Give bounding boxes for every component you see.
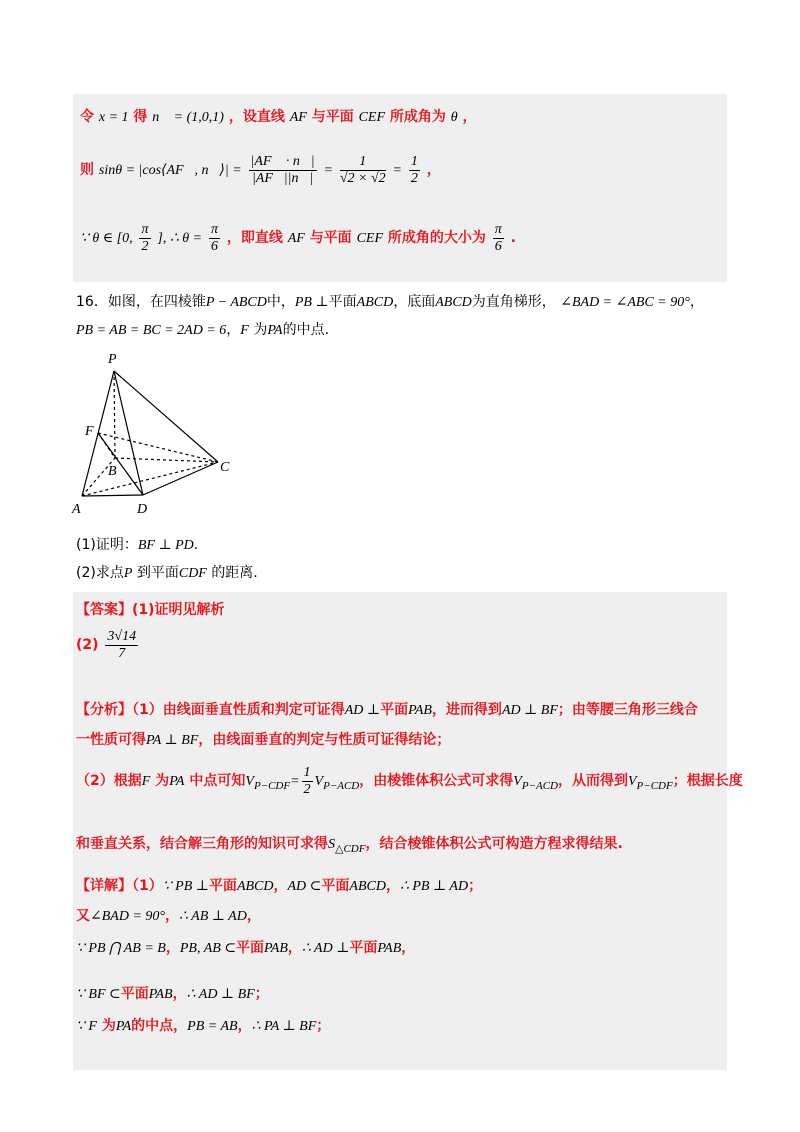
question-1: (1)证明：BF ⊥ PD.	[76, 537, 199, 553]
label-A: A	[72, 502, 81, 517]
label-B: B	[108, 464, 117, 479]
fraction: $\frac{\pi}{2}$	[141, 221, 149, 254]
analysis-line-1: 【分析】（1）由线面垂直性质和判定可证得AD ⊥平面PAB，进而得到AD ⊥ BF；由等腰三角形三线合	[76, 702, 698, 718]
fraction: $\frac{1}{√2 \times √2}$	[339, 153, 386, 186]
question-2: (2)求点P 到平面CDF 的距离.	[76, 565, 258, 581]
analysis-line-4: 和垂直关系，结合解三角形的知识可求得$S_{\triangle CDF}$，结合棱锥体积公式可构造方程求得结果.	[76, 836, 623, 855]
detail-line-2: 又∠BAD = 90°，∴ AB ⊥ AD，	[76, 908, 261, 924]
fraction: $\frac{1}{2}$	[303, 764, 311, 797]
edge-PB	[114, 371, 115, 458]
label-C: C	[220, 460, 230, 475]
edge-AC	[82, 462, 218, 496]
problem-statement-line-2: PB = AB = BC = 2AD = 6，F 为PA的中点.	[76, 322, 330, 338]
label-P: P	[108, 352, 117, 367]
fraction: $\frac{\pi}{6}$	[494, 221, 502, 254]
analysis-line-3: （2）根据F 为PA 中点可知$V_{P-CDF}=$ $\frac{1}{2}$ $V_{P-ACD}$，由棱锥体积公式可求得$V_{P-ACD}$，从而得到$V_{P-CDF}$；根据长度	[76, 764, 743, 797]
answer-fraction: $\frac{3√14}{7}$	[107, 628, 137, 661]
label-D: D	[137, 502, 148, 517]
edge-PD	[114, 371, 143, 495]
analysis-line-2: 一性质可得PA ⊥ BF，由线面垂直的判定与性质可证得结论；	[76, 732, 451, 748]
detail-line-1: 【详解】（1）∵ PB ⊥平面ABCD，AD ⊂平面ABCD，∴ PB ⊥ AD；	[76, 878, 483, 894]
prev-solution-line-3: ∵ θ ∈ [0, $\frac{\pi}{2}$ ], ∴ θ = $\frac{\pi}{6}$ ，即直线 AF 与平面 CEF 所成角的大小为 $\frac{\pi}{6}$ .	[80, 221, 516, 254]
fraction: $\frac{|AF⃗ \cdot n⃗|}{|AF⃗||n⃗|}$	[250, 153, 315, 186]
detail-line-3: ∵ PB ⋂ AB = B，PB, AB ⊂平面PAB，∴ AD ⊥平面PAB，	[76, 940, 416, 956]
detail-line-4: ∵ BF ⊂平面PAB，∴ AD ⊥ BF；	[76, 986, 269, 1002]
edge-PC	[114, 371, 218, 462]
label-F: F	[85, 424, 94, 439]
detail-line-5: ∵ F 为PA的中点，PB = AB，∴ PA ⊥ BF；	[76, 1018, 331, 1034]
pyramid-figure	[70, 345, 250, 520]
prev-solution-line-2: 则 sinθ = |cos⟨AF⃗, n⃗⟩| = $\frac{|AF⃗ \cdot n⃗|}{|AF⃗||n⃗|}$ = $\frac{1}{√2 \times √2}$ = $\frac{1}{2}$ ，	[80, 153, 441, 186]
answer-line-2: (2) $\frac{3√14}{7}$	[76, 628, 137, 661]
problem-statement-line-1: 16．如图，在四棱锥P − ABCD中，PB ⊥平面ABCD，底面ABCD为直角梯形， ∠BAD = ∠ABC = 90°，	[76, 294, 704, 310]
fraction: $\frac{\pi}{6}$	[210, 221, 218, 254]
edge-AD	[82, 495, 143, 496]
edge-BC	[115, 458, 218, 462]
prev-solution-line-1: 令 x = 1 得 n⃗ = (1,0,1) ，设直线 AF 与平面 CEF 所成角为 θ ，	[80, 109, 477, 125]
fraction: $\frac{1}{2}$	[410, 153, 418, 186]
answer-line-1: 【答案】(1)证明见解析	[76, 602, 225, 618]
